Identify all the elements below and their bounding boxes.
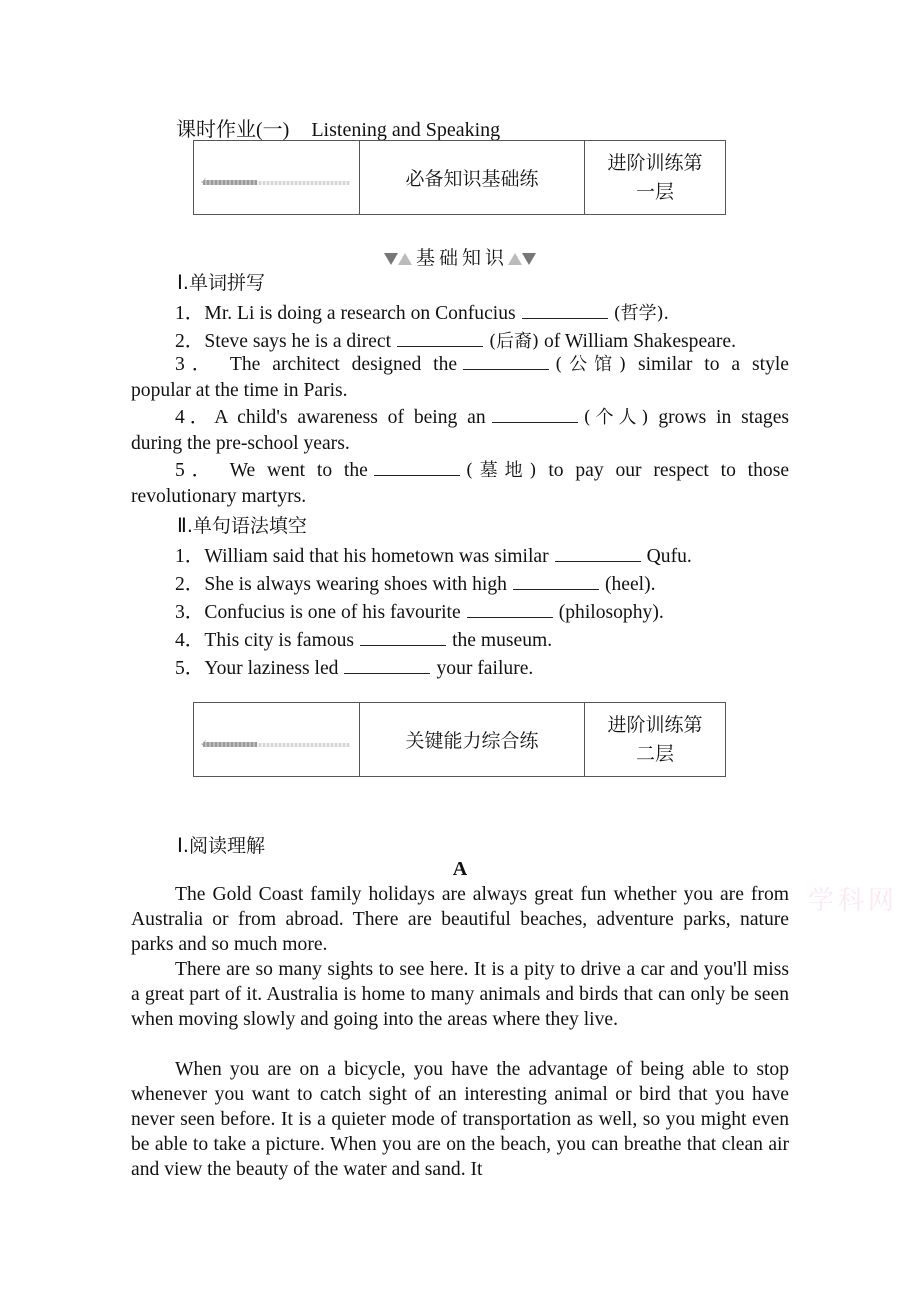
vocab-item-4: 4．A child's awareness of being an (个人) grows in stages during the pre-school years. bbox=[131, 407, 790, 454]
progress-fill bbox=[203, 180, 257, 185]
vocab-item-3: 3． The architect designed the (公馆) similar to a style popular at the time in Paris. bbox=[131, 354, 790, 401]
title-cn: 课时作业(一) bbox=[176, 119, 290, 141]
answer-blank[interactable] bbox=[344, 657, 430, 674]
passage-paragraph-1: The Gold Coast family holidays are always great fun whether you are from Australia or from abroad. There are beautiful beaches, adventure parks, nature parks and so much more. bbox=[131, 884, 789, 955]
vocab-item-2: 2．Steve says he is a direct (后裔) of William Shakespeare. bbox=[175, 331, 736, 352]
answer-blank[interactable] bbox=[522, 302, 608, 319]
passage-paragraph-3: When you are on a bicycle, you have the advantage of being able to stop whenever you want to catch sight of an interesting animal or bird that you have never seen before. It is a quieter mode of transportation as well, so you might even be able to take a picture. When you are on the beach, you can breathe that clean air and view the beauty of the water and sand. It bbox=[131, 1059, 789, 1180]
answer-blank[interactable] bbox=[397, 330, 483, 347]
answer-blank[interactable] bbox=[492, 406, 578, 423]
watermark: 学科网 bbox=[808, 886, 899, 916]
answer-blank[interactable] bbox=[360, 629, 446, 646]
page-title bbox=[176, 113, 500, 142]
progress-cell bbox=[194, 141, 360, 214]
vocab-item-1: 1．Mr. Li is doing a research on Confucius (哲学). bbox=[175, 303, 669, 324]
level-banner-1 bbox=[193, 140, 726, 215]
triangle-up-icon bbox=[508, 253, 522, 265]
answer-blank[interactable] bbox=[463, 353, 549, 370]
triangle-down-icon bbox=[522, 253, 536, 265]
part2-heading: Ⅱ.单句语法填空 bbox=[177, 515, 307, 537]
part1-heading: Ⅰ.单词拼写 bbox=[177, 272, 265, 294]
grammar-item-1: 1．William said that his hometown was similar Qufu. bbox=[175, 546, 692, 567]
progress-cell bbox=[194, 703, 360, 776]
part3-heading: Ⅰ.阅读理解 bbox=[177, 835, 265, 857]
banner-center-label: 必备知识基础练 bbox=[360, 141, 585, 214]
answer-blank[interactable] bbox=[467, 601, 553, 618]
check-icon: ✓ bbox=[200, 176, 208, 186]
triangle-down-icon bbox=[384, 253, 398, 265]
answer-blank[interactable] bbox=[513, 573, 599, 590]
grammar-item-5: 5．Your laziness led your failure. bbox=[175, 658, 534, 679]
banner-center-label: 关键能力综合练 bbox=[360, 703, 585, 776]
level-banner-2 bbox=[193, 702, 726, 777]
triangle-up-icon bbox=[398, 253, 412, 265]
vocab-item-5: 5． We went to the (墓地) to pay our respect to those revolutionary martyrs. bbox=[131, 460, 790, 507]
section-heading: 基础知识 bbox=[0, 243, 920, 270]
progress-fill bbox=[203, 742, 257, 747]
banner-right-label: 进阶训练第 二层 bbox=[607, 713, 703, 765]
answer-blank[interactable] bbox=[555, 545, 641, 562]
answer-blank[interactable] bbox=[374, 459, 460, 476]
grammar-item-2: 2．She is always wearing shoes with high (heel). bbox=[175, 574, 656, 595]
check-icon: ✓ bbox=[200, 738, 208, 748]
title-en: Listening and Speaking bbox=[311, 119, 501, 141]
passage-label: A bbox=[452, 858, 468, 880]
grammar-item-3: 3．Confucius is one of his favourite (philosophy). bbox=[175, 602, 664, 623]
banner-right-label: 进阶训练第 一层 bbox=[607, 151, 703, 203]
grammar-item-4: 4．This city is famous the museum. bbox=[175, 630, 553, 651]
passage-paragraph-2: There are so many sights to see here. It is a pity to drive a car and you'll miss a great part of it. Australia is home to many animals and birds that can only be seen when moving slowly and going into the areas where they live. bbox=[131, 959, 789, 1030]
